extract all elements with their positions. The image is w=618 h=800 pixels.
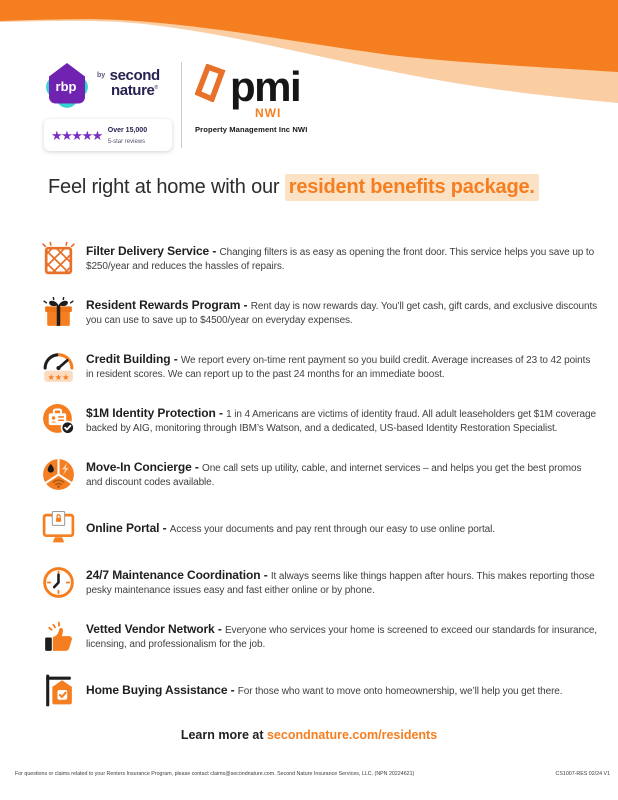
brand-divider: [181, 62, 182, 148]
registered-mark: ®: [154, 85, 159, 91]
pmi-region-label: NWI: [255, 106, 282, 120]
filter-icon: [40, 240, 77, 277]
identity-shield-icon: [40, 402, 77, 439]
benefit-text: Online Portal - Access your documents and pay rent through our easy to use online portal.: [86, 520, 495, 535]
pmi-subtitle: Property Management Inc NWI: [195, 125, 308, 134]
benefit-item-home-buying: [40, 672, 598, 709]
benefit-item-identity-protection: [40, 402, 598, 439]
brand-header: [44, 60, 307, 151]
footer-cta: [0, 728, 618, 742]
benefit-item-vetted-vendors: [40, 618, 598, 655]
pmi-wordmark: pmi: [230, 63, 301, 110]
svg-text:★★★: ★★★: [47, 372, 70, 382]
monitor-icon: [40, 510, 77, 547]
credit-gauge-icon: [40, 348, 77, 385]
clock-icon: [40, 564, 77, 601]
pmi-brand-block: [195, 64, 307, 134]
benefit-item-filter-delivery: [40, 240, 598, 277]
benefit-text: Vetted Vendor Network - Everyone who services your home is screened to exceed our standards for insurance, licensing, and professionalism for the job.: [86, 621, 597, 650]
benefit-item-maintenance: [40, 564, 598, 601]
reviews-label: 5-star reviews: [107, 139, 146, 145]
benefit-text: Home Buying Assistance - For those who want to move onto homeownership, we’ll help you get there.: [86, 682, 563, 697]
second-nature-wordmark: [97, 67, 160, 100]
title-highlight: resident benefits package.: [285, 174, 539, 201]
document-code: CS1007-RES 02/24 V1: [555, 771, 610, 777]
benefit-text: $1M Identity Protection - 1 in 4 Americans are victims of identity fraud. All adult leaseholders get $1M coverage backed by AIG, monitoring through IBM’s Watson, and a dedicated, US-based Identity Restoration Specialist.: [86, 405, 596, 434]
legal-disclaimer: For questions or claims related to your Renters Insurance Program, please contact claims@secondnature.com. Second Nature Insurance Services, LLC. (NPN 20224621): [15, 771, 415, 777]
learn-more-label: Learn more at: [180, 728, 267, 742]
page-title: [48, 176, 598, 199]
benefit-item-credit-building: [40, 348, 598, 385]
reviews-badge: [44, 119, 172, 151]
brand-word-second: second: [109, 67, 160, 84]
rbp-logo-text: rbp: [55, 79, 77, 94]
benefit-item-resident-rewards: [40, 294, 598, 331]
rbp-brand-block: [44, 60, 172, 151]
benefit-item-online-portal: [40, 510, 598, 547]
house-sign-icon: [40, 672, 77, 709]
benefit-text: 24/7 Maintenance Coordination - It always seems like things happen after hours. This makes reporting those pesky maintenance issues easy and fast either online or by phone.: [86, 567, 595, 596]
rbp-logo-icon: [44, 60, 90, 112]
residents-link[interactable]: secondnature.com/residents: [266, 728, 438, 742]
benefit-item-move-in-concierge: [40, 456, 598, 493]
benefit-text: Credit Building - We report every on-time rent payment so you build credit. Average increases of 23 to 42 points in resident scores. We can report up to the past 24 months for an immediate boost.: [86, 351, 591, 380]
five-stars-icon: ★★★★★: [51, 127, 102, 143]
utilities-icon: [40, 456, 77, 493]
by-label: by: [97, 72, 106, 79]
gift-icon: [40, 294, 77, 331]
reviews-count: Over 15,000: [107, 127, 148, 134]
thumbs-up-icon: [40, 618, 77, 655]
legal-footer: [15, 771, 610, 777]
benefit-text: Resident Rewards Program - Rent day is now rewards day. You’ll get cash, gift cards, and exclusive discounts you can use to save up to $4500/year on everyday expenses.: [86, 297, 598, 326]
title-prefix: Feel right at home with our: [48, 176, 285, 198]
benefits-list: [40, 240, 598, 709]
pmi-logo-icon: [195, 64, 226, 102]
benefit-text: Move-In Concierge - One call sets up utility, cable, and internet services – and helps you get the best promos and discount codes available.: [86, 459, 582, 488]
brand-word-nature: nature: [111, 82, 155, 100]
benefit-text: Filter Delivery Service - Changing filters is as easy as opening the front door. This service helps you save up to $250/year and reduces the hassles of repairs.: [86, 243, 595, 272]
